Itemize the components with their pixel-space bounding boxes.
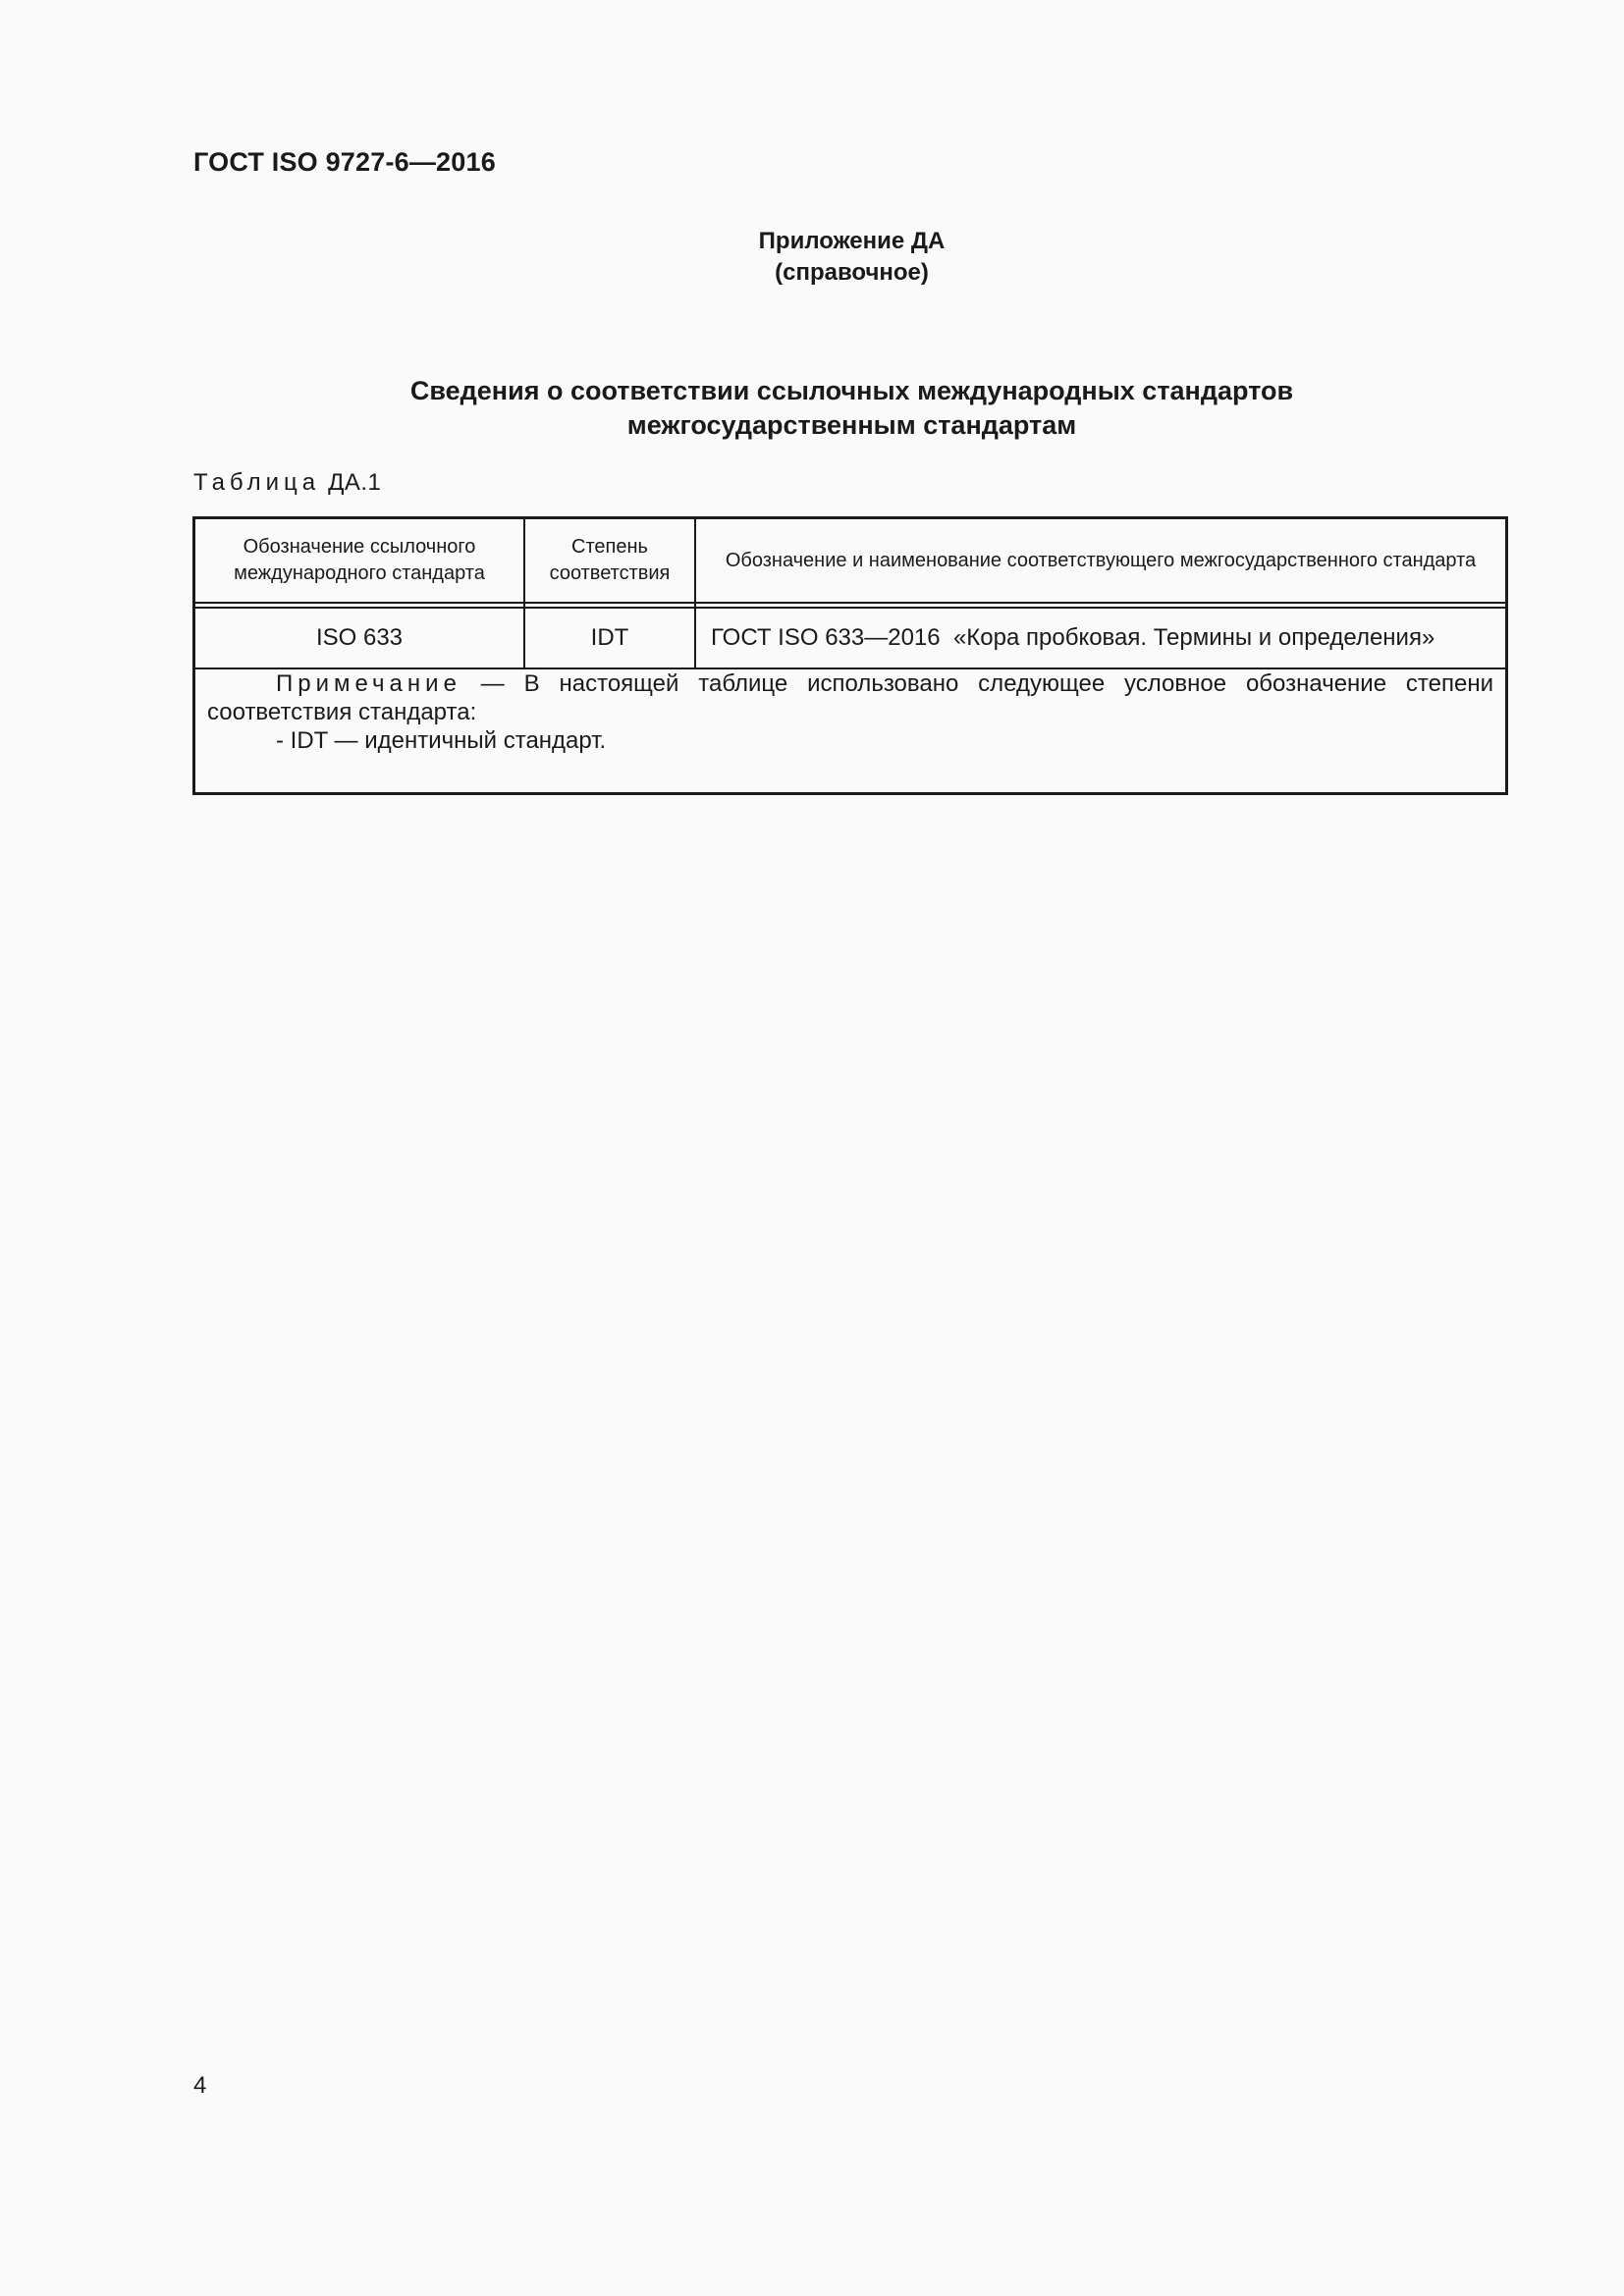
section-title bbox=[0, 374, 1624, 443]
table-caption-word: Таблица bbox=[193, 469, 321, 496]
annex-kind: (справочное) bbox=[775, 259, 929, 286]
column-header-interstate-standard: Обозначение и наименование соответствующего межгосударственного стандарта bbox=[695, 519, 1505, 603]
table-caption-number: ДА.1 bbox=[328, 469, 382, 496]
annex-heading bbox=[0, 226, 1624, 289]
correspondence-table bbox=[192, 516, 1508, 795]
table-row bbox=[195, 608, 1505, 668]
section-title-line-2: межгосударственным стандартам bbox=[626, 410, 1077, 440]
cell-degree: IDT bbox=[524, 608, 695, 668]
table-caption bbox=[193, 469, 381, 497]
page-number: 4 bbox=[193, 2072, 207, 2099]
note-item: - IDT — идентичный стандарт. bbox=[276, 727, 607, 754]
cell-ref-standard: ISO 633 bbox=[195, 608, 524, 668]
document-code: ГОСТ ISO 9727-6—2016 bbox=[193, 147, 496, 177]
column-header-degree: Степень соответствия bbox=[524, 519, 695, 603]
annex-title: Приложение ДА bbox=[758, 228, 946, 254]
table-note-row bbox=[195, 668, 1505, 755]
column-header-ref-standard: Обозначение ссылочного международного стандарта bbox=[195, 519, 524, 603]
section-title-line-1: Сведения о соответствии ссылочных международных стандартов bbox=[409, 376, 1294, 405]
note-paragraph bbox=[207, 669, 1493, 726]
note-label: Примечание bbox=[276, 670, 461, 697]
cell-interstate-standard: ГОСТ ISO 633—2016 «Кора пробковая. Термины и определения» bbox=[695, 608, 1505, 668]
table-header-row bbox=[195, 519, 1505, 603]
table-note bbox=[195, 668, 1505, 755]
note-text: — В настоящей таблице использовано следующее условное обозначение степени соответствия стандарта: bbox=[207, 670, 1493, 725]
